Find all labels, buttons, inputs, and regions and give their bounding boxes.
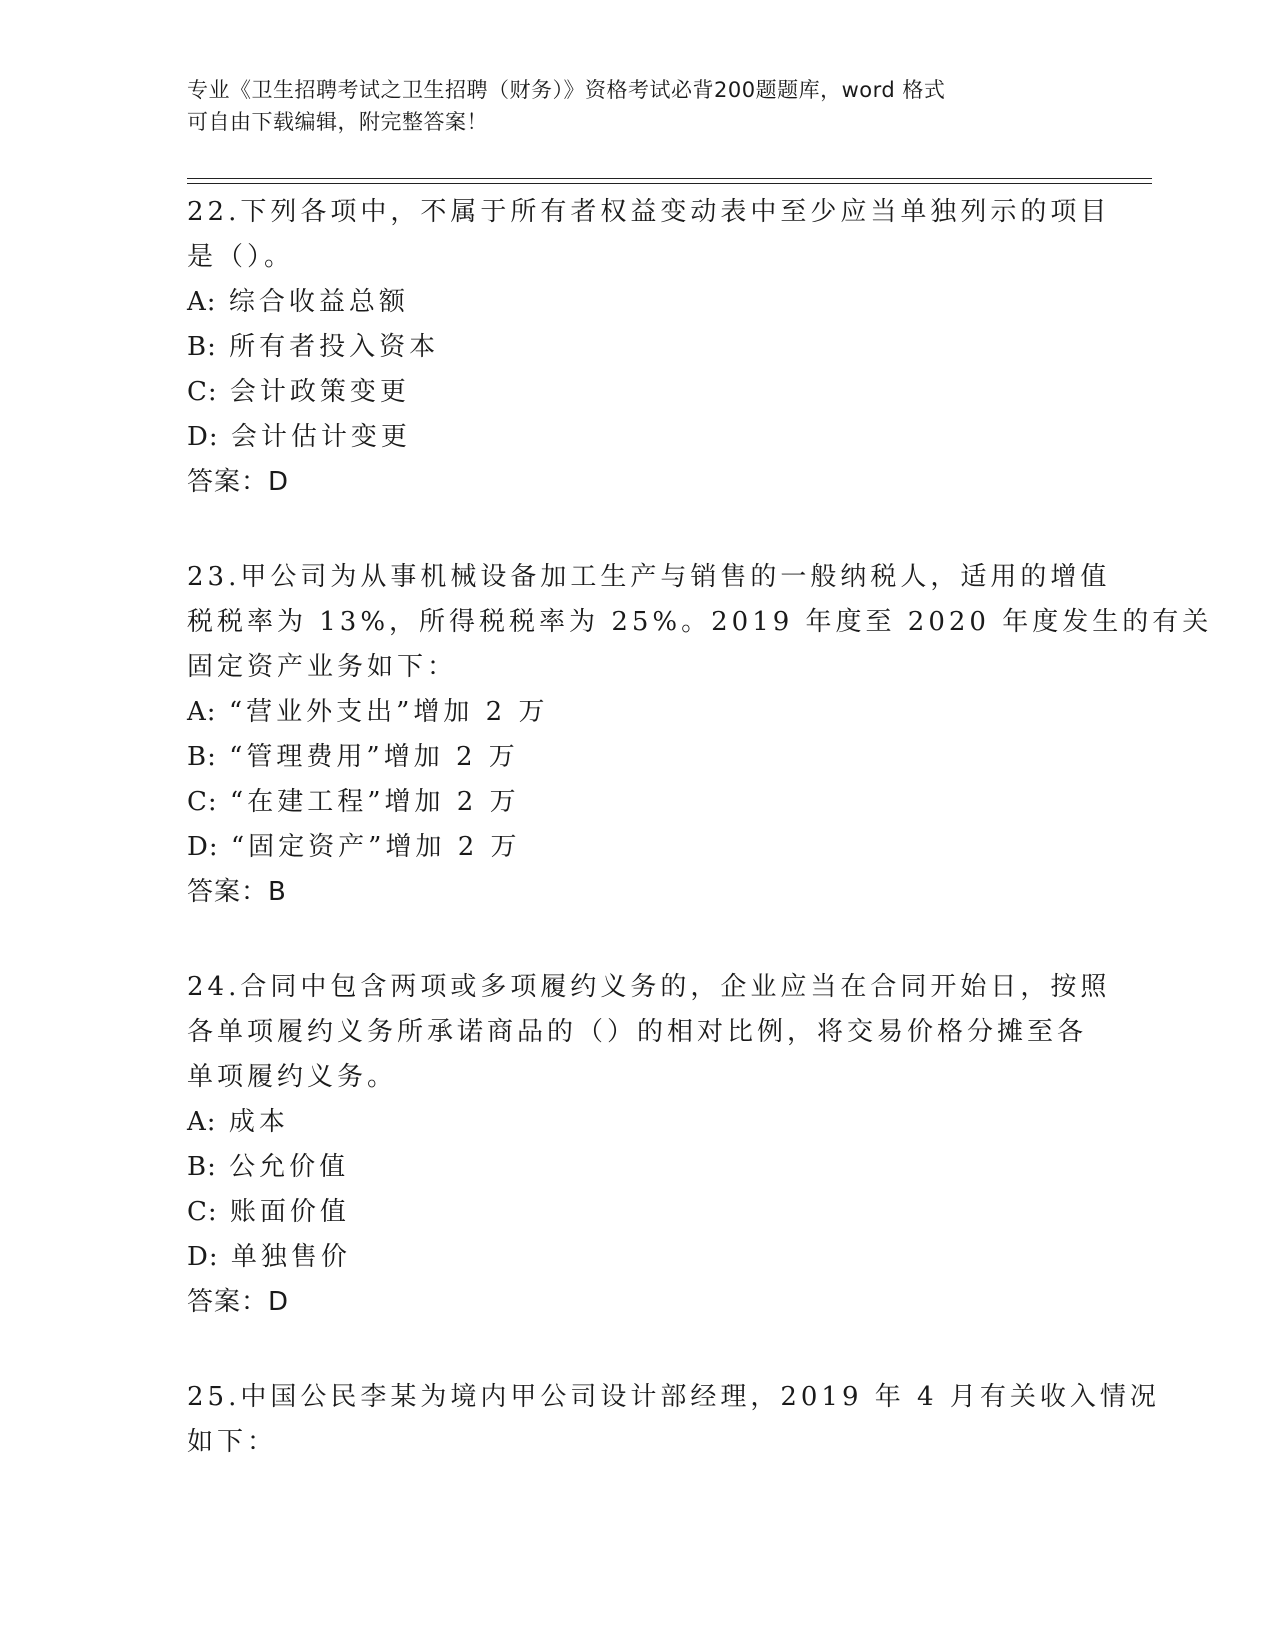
stem-line: 固定资产业务如下： (187, 652, 458, 682)
stem-line: 各单项履约义务所承诺商品的（）的相对比例，将交易价格分摊至各 (187, 1017, 1088, 1047)
option-a: A: “营业外支出”增加 2 万 (187, 697, 549, 727)
document-header (187, 74, 1067, 138)
option-c: C: “在建工程”增加 2 万 (187, 787, 520, 817)
stem-line: 24.合同中包含两项或多项履约义务的，企业应当在合同开始日，按照 (187, 972, 1111, 1002)
question-24 (187, 965, 1111, 1325)
question-25 (187, 1375, 1160, 1465)
option-a: A: 成本 (187, 1107, 289, 1137)
option-b: B: 所有者投入资本 (187, 332, 440, 362)
stem-line: 23.甲公司为从事机械设备加工生产与销售的一般纳税人，适用的增值 (187, 562, 1111, 592)
option-a: A: 综合收益总额 (187, 287, 409, 317)
stem-line: 22.下列各项中，不属于所有者权益变动表中至少应当单独列示的项目 (187, 197, 1111, 227)
header-divider-bottom (187, 183, 1152, 184)
stem-line: 是（）。 (187, 242, 295, 272)
answer-line: 答案：B (187, 877, 287, 907)
option-d: D: 单独售价 (187, 1242, 351, 1272)
question-list (187, 190, 1213, 1515)
question-stem (187, 190, 1111, 280)
option-b: B: 公允价值 (187, 1152, 350, 1182)
question-22 (187, 190, 1111, 505)
option-b: B: “管理费用”增加 2 万 (187, 742, 519, 772)
question-stem (187, 1375, 1160, 1465)
answer-line: 答案：D (187, 467, 290, 497)
stem-line: 单项履约义务。 (187, 1062, 398, 1092)
answer-line: 答案：D (187, 1287, 290, 1317)
question-stem (187, 555, 1213, 690)
option-d: D: 会计估计变更 (187, 422, 411, 452)
question-23 (187, 555, 1213, 915)
stem-line: 25.中国公民李某为境内甲公司设计部经理，2019 年 4 月有关收入情况 (187, 1382, 1160, 1412)
option-d: D: “固定资产”增加 2 万 (187, 832, 521, 862)
header-divider-top (187, 178, 1152, 179)
stem-line: 税税率为 13%，所得税税率为 25%。2019 年度至 2020 年度发生的有关 (187, 607, 1213, 637)
option-c: C: 账面价值 (187, 1197, 350, 1227)
option-c: C: 会计政策变更 (187, 377, 410, 407)
stem-line: 如下： (187, 1427, 278, 1457)
question-stem (187, 965, 1111, 1100)
header-line-2: 可自由下载编辑，附完整答案！ (187, 110, 488, 134)
header-line-1: 专业《卫生招聘考试之卫生招聘（财务）》资格考试必背200题题库，word 格式 (187, 78, 946, 102)
